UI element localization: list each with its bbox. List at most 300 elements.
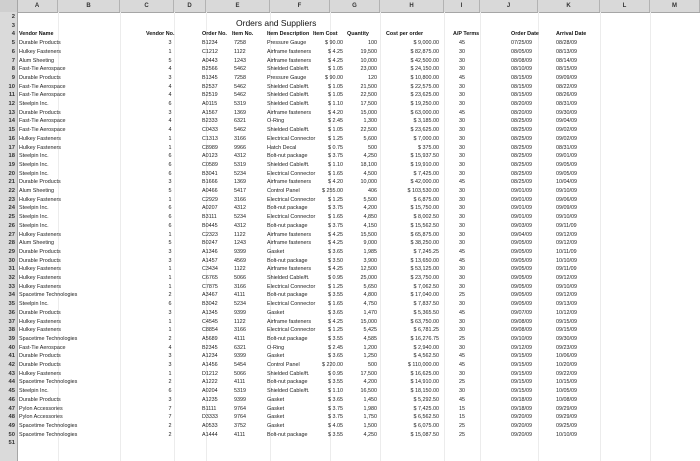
row-header-36[interactable]: 36 (8, 309, 15, 316)
cell-item-description[interactable]: Airframe fasteners (267, 318, 312, 325)
cell-order-date[interactable]: 08/15/09 (511, 74, 532, 81)
cell-vendor-name[interactable]: Hulkey Fasteners (19, 144, 61, 151)
cell-quantity[interactable]: 19,500 (360, 48, 377, 55)
cell-quantity[interactable]: 15,500 (360, 231, 377, 238)
cell-order-no[interactable]: A1345 (202, 309, 218, 316)
cell-arrival-date[interactable]: 09/06/09 (556, 196, 577, 203)
cell-arrival-date[interactable]: 09/13/09 (556, 301, 577, 308)
cell-quantity[interactable]: 4,200 (363, 205, 377, 212)
cell-arrival-date[interactable]: 08/28/09 (556, 40, 577, 47)
cell-item-description[interactable]: Electrical Connector (267, 301, 316, 308)
cell-order-date[interactable]: 08/25/09 (511, 170, 532, 177)
cell-quantity[interactable]: 22,500 (360, 127, 377, 134)
cell-vendor-name[interactable]: Steelpin Inc. (19, 205, 49, 212)
cell-arrival-date[interactable]: 09/12/09 (556, 292, 577, 299)
cell-item-no[interactable]: 4312 (234, 153, 246, 160)
cell-cost-per-order[interactable]: $ 3,185.00 (413, 118, 439, 125)
cell-vendor-name[interactable]: Alum Sheeting (19, 188, 55, 194)
cell-item-cost[interactable]: $ 3.55 (328, 379, 343, 386)
cell-vendor-no[interactable]: 3 (168, 179, 172, 186)
cell-item-cost[interactable]: $ 255.00 (322, 188, 343, 194)
row-header-27[interactable]: 27 (8, 231, 15, 238)
cell-vendor-name[interactable]: Durable Products (19, 40, 61, 47)
cell-quantity[interactable]: 5,600 (363, 135, 377, 142)
row-header-31[interactable]: 31 (8, 266, 15, 273)
cell-item-no[interactable]: 5234 (234, 170, 246, 177)
cell-order-no[interactable]: B2333 (202, 118, 218, 125)
cell-order-date[interactable]: 09/05/09 (511, 275, 532, 281)
cell-cost-per-order[interactable]: $ 7,245.25 (413, 248, 439, 255)
cell-cost-per-order[interactable]: $ 17,040.00 (410, 292, 439, 299)
cell-cost-per-order[interactable]: $ 7,425.00 (413, 170, 439, 177)
row-header-11[interactable]: 11 (8, 92, 15, 99)
cell-order-date[interactable]: 09/05/09 (511, 292, 532, 299)
row-header-47[interactable]: 47 (8, 405, 15, 412)
cell-arrival-date[interactable]: 09/15/09 (556, 327, 577, 334)
cell-vendor-no[interactable]: 4 (168, 344, 172, 351)
cell-ap-terms[interactable]: 30 (459, 370, 465, 377)
cell-arrival-date[interactable]: 09/01/09 (556, 153, 577, 160)
cell-quantity[interactable]: 1,500 (363, 422, 377, 429)
cell-item-description[interactable]: Bolt-nut package (267, 205, 308, 212)
cell-ap-terms[interactable]: 45 (459, 179, 465, 186)
cell-cost-per-order[interactable]: $ 53,125.00 (410, 266, 439, 273)
cell-order-no[interactable]: A0207 (202, 205, 218, 212)
cell-vendor-no[interactable]: 6 (168, 153, 172, 160)
cell-item-cost[interactable]: $ 1.05 (328, 127, 343, 134)
cell-quantity[interactable]: 3,900 (363, 257, 377, 264)
cell-order-date[interactable]: 08/25/09 (511, 144, 532, 151)
cell-cost-per-order[interactable]: $ 7,000.00 (413, 135, 439, 142)
cell-vendor-name[interactable]: Steelpin Inc. (19, 170, 49, 177)
cell-quantity[interactable]: 1,750 (363, 414, 377, 421)
cell-vendor-name[interactable]: Steelpin Inc. (19, 161, 49, 168)
cell-cost-per-order[interactable]: $ 38,250.00 (410, 240, 439, 247)
cell-cost-per-order[interactable]: $ 19,250.00 (410, 101, 439, 107)
cell-order-no[interactable]: A0115 (202, 101, 218, 107)
cell-order-date[interactable]: 08/10/09 (511, 66, 532, 73)
column-header-a[interactable]: A (17, 0, 58, 12)
cell-cost-per-order[interactable]: $ 23,750.00 (410, 275, 439, 281)
cell-order-date[interactable]: 09/03/09 (511, 222, 532, 229)
cell-order-date[interactable]: 09/20/09 (511, 414, 532, 421)
cell-ap-terms[interactable]: 45 (459, 362, 465, 368)
cell-quantity[interactable]: 4,250 (363, 431, 377, 438)
cell-arrival-date[interactable]: 10/05/09 (556, 388, 577, 395)
cell-ap-terms[interactable]: 30 (459, 83, 465, 90)
cell-item-no[interactable]: 9399 (234, 396, 246, 403)
cell-order-no[interactable]: B1345 (202, 74, 218, 81)
cell-cost-per-order[interactable]: $ 7,837.50 (413, 301, 439, 308)
cell-quantity[interactable]: 1,470 (363, 309, 377, 316)
cell-order-no[interactable]: B2345 (202, 344, 218, 351)
cell-item-cost[interactable]: $ 1.65 (328, 214, 343, 221)
cell-order-date[interactable]: 09/05/09 (511, 301, 532, 308)
cell-vendor-no[interactable]: 3 (168, 109, 172, 116)
cell-order-date[interactable]: 09/15/09 (511, 362, 532, 368)
cell-arrival-date[interactable]: 10/10/09 (556, 257, 577, 264)
cell-order-no[interactable]: B3111 (202, 214, 217, 221)
cell-item-description[interactable]: Gasket (267, 396, 285, 403)
cell-item-no[interactable]: 1122 (234, 266, 246, 273)
cell-arrival-date[interactable]: 10/04/09 (556, 179, 577, 186)
cell-item-description[interactable]: Airframe fasteners (267, 231, 312, 238)
cell-quantity[interactable]: 25,000 (360, 275, 377, 281)
cell-order-date[interactable]: 08/25/09 (511, 161, 532, 168)
cell-order-no[interactable]: A3467 (202, 292, 218, 299)
cell-item-cost[interactable]: $ 1.05 (328, 83, 343, 90)
cell-arrival-date[interactable]: 09/15/09 (556, 318, 577, 325)
header-item-desc[interactable]: Item Description (267, 31, 310, 38)
cell-cost-per-order[interactable]: $ 13,650.00 (410, 257, 439, 264)
cell-ap-terms[interactable]: 30 (459, 205, 465, 212)
cell-item-no[interactable]: 9399 (234, 248, 246, 255)
column-header-b[interactable]: B (58, 0, 120, 12)
cell-ap-terms[interactable]: 30 (459, 301, 465, 308)
cell-cost-per-order[interactable]: $ 15,562.50 (410, 222, 439, 229)
row-header-39[interactable]: 39 (8, 335, 15, 342)
cell-cost-per-order[interactable]: $ 15,937.50 (410, 153, 439, 160)
cell-item-cost[interactable]: $ 1.25 (328, 135, 343, 142)
cell-order-date[interactable]: 09/05/09 (511, 248, 532, 255)
cell-item-cost[interactable]: $ 4.05 (328, 422, 343, 429)
cell-quantity[interactable]: 4,800 (363, 292, 377, 299)
cell-quantity[interactable]: 500 (368, 362, 377, 368)
cell-item-no[interactable]: 5462 (234, 92, 246, 99)
cell-arrival-date[interactable]: 10/11/09 (556, 248, 577, 255)
row-header-17[interactable]: 17 (8, 144, 15, 151)
cell-item-no[interactable]: 5454 (234, 362, 246, 368)
cell-order-date[interactable]: 08/20/09 (511, 109, 532, 116)
cell-vendor-no[interactable]: 6 (168, 205, 172, 212)
cell-ap-terms[interactable]: 30 (459, 170, 465, 177)
cell-item-description[interactable]: Gasket (267, 422, 285, 429)
cell-quantity[interactable]: 4,150 (363, 222, 377, 229)
cell-arrival-date[interactable]: 10/12/09 (556, 309, 577, 316)
cell-item-no[interactable]: 1243 (234, 240, 246, 247)
cell-item-description[interactable]: Electrical Connector (267, 170, 316, 177)
row-header-41[interactable]: 41 (8, 353, 15, 360)
cell-item-cost[interactable]: $ 4.25 (328, 240, 343, 247)
cell-arrival-date[interactable]: 09/02/09 (556, 127, 577, 134)
cell-arrival-date[interactable]: 09/25/09 (556, 422, 577, 429)
cell-item-no[interactable]: 4312 (234, 205, 246, 212)
cell-item-cost[interactable]: $ 4.20 (328, 179, 343, 186)
cell-cost-per-order[interactable]: $ 65,875.00 (410, 231, 439, 238)
cell-item-no[interactable]: 1243 (234, 57, 246, 64)
cell-vendor-no[interactable]: 1 (168, 135, 172, 142)
cell-arrival-date[interactable]: 09/11/09 (556, 222, 577, 229)
cell-item-no[interactable]: 6321 (234, 118, 246, 125)
cell-item-no[interactable]: 4111 (234, 335, 246, 342)
cell-vendor-no[interactable]: 1 (168, 48, 172, 55)
cell-item-description[interactable]: Gasket (267, 353, 285, 360)
cell-order-no[interactable]: C2929 (202, 196, 218, 203)
cell-item-no[interactable]: 9764 (234, 414, 246, 421)
cell-ap-terms[interactable]: 30 (459, 118, 465, 125)
cell-item-cost[interactable]: $ 4.25 (328, 231, 343, 238)
cell-ap-terms[interactable]: 30 (459, 144, 465, 151)
cell-vendor-no[interactable]: 4 (168, 83, 172, 90)
cell-order-date[interactable]: 09/08/09 (511, 318, 532, 325)
cell-item-no[interactable]: 3166 (234, 327, 246, 334)
cell-order-date[interactable]: 08/25/09 (511, 179, 532, 186)
cell-vendor-no[interactable]: 3 (168, 248, 172, 255)
cell-ap-terms[interactable]: 30 (459, 57, 465, 64)
cell-order-no[interactable]: B2566 (202, 66, 218, 73)
cell-item-description[interactable]: Shielded Cable/ft. (267, 101, 310, 107)
cell-item-cost[interactable]: $ 3.65 (328, 309, 343, 316)
cell-vendor-name[interactable]: Durable Products (19, 353, 61, 360)
row-header-9[interactable]: 9 (11, 74, 15, 81)
cell-vendor-name[interactable]: Hulkey Fasteners (19, 231, 61, 238)
row-header-2[interactable]: 2 (11, 14, 15, 20)
cell-order-date[interactable]: 09/20/09 (511, 431, 532, 438)
row-header-38[interactable]: 38 (8, 327, 15, 334)
cell-item-cost[interactable]: $ 0.95 (328, 370, 343, 377)
cell-ap-terms[interactable]: 45 (459, 40, 465, 47)
row-header-30[interactable]: 30 (8, 257, 15, 264)
cell-ap-terms[interactable]: 45 (459, 353, 465, 360)
column-header-d[interactable]: D (174, 0, 206, 12)
cell-quantity[interactable]: 1,200 (363, 344, 377, 351)
cell-vendor-no[interactable]: 4 (168, 92, 172, 99)
header-vendor-name[interactable]: Vendor Name (19, 31, 54, 38)
cell-item-cost[interactable]: $ 3.75 (328, 414, 343, 421)
cell-order-no[interactable]: A1457 (202, 257, 218, 264)
cell-order-no[interactable]: C7875 (202, 283, 218, 290)
cell-cost-per-order[interactable]: $ 63,750.00 (410, 318, 439, 325)
row-header-26[interactable]: 26 (8, 222, 15, 229)
column-header-l[interactable]: L (600, 0, 650, 12)
cell-vendor-name[interactable]: Spacetime Technologies (19, 422, 78, 429)
cell-arrival-date[interactable]: 10/15/09 (556, 379, 577, 386)
cell-vendor-name[interactable]: Hulkey Fasteners (19, 283, 61, 290)
cell-order-no[interactable]: A1456 (202, 362, 218, 368)
row-header-43[interactable]: 43 (8, 370, 15, 377)
cell-vendor-name[interactable]: Durable Products (19, 109, 61, 116)
cell-item-cost[interactable]: $ 1.25 (328, 283, 343, 290)
row-header-21[interactable]: 21 (8, 179, 15, 186)
cell-arrival-date[interactable]: 08/13/09 (556, 48, 577, 55)
cell-item-no[interactable]: 9764 (234, 405, 246, 412)
column-header-h[interactable]: H (380, 0, 444, 12)
cell-item-description[interactable]: Shielded Cable/ft. (267, 92, 310, 99)
cell-order-no[interactable]: D1212 (202, 370, 218, 377)
cell-vendor-name[interactable]: Durable Products (19, 309, 61, 316)
row-header-20[interactable]: 20 (8, 170, 15, 177)
cell-item-cost[interactable]: $ 3.55 (328, 292, 343, 299)
cell-item-description[interactable]: O-Ring (267, 344, 285, 351)
cell-arrival-date[interactable]: 10/06/09 (556, 353, 577, 360)
cell-order-date[interactable]: 08/15/09 (511, 83, 532, 90)
cell-order-no[interactable]: C3434 (202, 266, 218, 273)
row-header-40[interactable]: 40 (8, 344, 15, 351)
cell-item-cost[interactable]: $ 3.75 (328, 222, 343, 229)
cell-vendor-name[interactable]: Alum Sheeting (19, 57, 55, 64)
cell-order-no[interactable]: C2323 (202, 231, 218, 238)
cell-vendor-name[interactable]: Fast-Tie Aerospace (19, 118, 66, 125)
cell-vendor-name[interactable]: Steelpin Inc. (19, 301, 49, 308)
cell-quantity[interactable]: 16,500 (360, 388, 377, 395)
cell-cost-per-order[interactable]: $ 42,000.00 (410, 179, 439, 186)
cell-item-no[interactable]: 5462 (234, 127, 246, 134)
cell-order-no[interactable]: A0533 (202, 422, 218, 429)
cell-vendor-name[interactable]: Durable Products (19, 248, 61, 255)
cell-item-description[interactable]: Electrical Connector (267, 283, 316, 290)
column-header-i[interactable]: I (444, 0, 480, 12)
cell-item-cost[interactable]: $ 4.25 (328, 318, 343, 325)
row-header-3[interactable]: 3 (11, 22, 15, 29)
cell-ap-terms[interactable]: 30 (459, 66, 465, 73)
cell-item-no[interactable]: 1122 (234, 231, 246, 238)
cell-quantity[interactable]: 1,985 (363, 248, 377, 255)
cell-ap-terms[interactable]: 25 (459, 422, 465, 429)
header-item-cost[interactable]: Item Cost (313, 31, 338, 38)
cell-quantity[interactable]: 4,750 (363, 301, 377, 308)
cell-item-no[interactable]: 5462 (234, 66, 246, 73)
cell-order-no[interactable]: B1234 (202, 40, 218, 47)
cell-quantity[interactable]: 100 (368, 40, 377, 47)
cell-quantity[interactable]: 23,000 (360, 66, 377, 73)
cell-vendor-name[interactable]: Steelpin Inc. (19, 214, 49, 221)
cell-item-description[interactable]: O-Ring (267, 118, 285, 125)
cell-cost-per-order[interactable]: $ 6,875.00 (413, 196, 439, 203)
cell-vendor-name[interactable]: Spacetime Technologies (19, 379, 78, 386)
cell-order-date[interactable]: 09/10/09 (511, 335, 532, 342)
cell-quantity[interactable]: 4,850 (363, 214, 377, 221)
cell-item-description[interactable]: Airframe fasteners (267, 109, 312, 116)
cell-ap-terms[interactable]: 30 (459, 283, 465, 290)
cell-ap-terms[interactable]: 30 (459, 222, 465, 229)
cell-item-no[interactable]: 9399 (234, 353, 246, 360)
cell-quantity[interactable]: 5,650 (363, 283, 377, 290)
cell-order-no[interactable]: B0247 (202, 240, 218, 247)
cell-vendor-no[interactable]: 6 (168, 301, 172, 308)
cell-vendor-no[interactable]: 1 (168, 318, 172, 325)
cell-item-description[interactable]: Shielded Cable/ft. (267, 370, 310, 377)
cell-quantity[interactable]: 4,200 (363, 379, 377, 386)
cell-arrival-date[interactable]: 10/08/09 (556, 396, 577, 403)
cell-cost-per-order[interactable]: $ 16,276.75 (410, 335, 439, 342)
row-header-51[interactable]: 51 (8, 440, 15, 447)
cell-item-description[interactable]: Airframe fasteners (267, 240, 312, 247)
cell-arrival-date[interactable]: 09/09/09 (556, 74, 577, 81)
cell-vendor-name[interactable]: Hulkey Fasteners (19, 48, 61, 55)
row-header-48[interactable]: 48 (8, 414, 15, 421)
cell-item-no[interactable]: 9966 (234, 144, 246, 151)
header-cost-per-order[interactable]: Cost per order (386, 31, 424, 38)
cell-order-date[interactable]: 08/25/09 (511, 118, 532, 125)
cell-order-date[interactable]: 08/05/09 (511, 48, 532, 55)
cell-vendor-name[interactable]: Durable Products (19, 396, 61, 403)
row-header-12[interactable]: 12 (8, 101, 15, 107)
cell-order-date[interactable]: 09/05/09 (511, 283, 532, 290)
cell-cost-per-order[interactable]: $ 6,075.00 (413, 422, 439, 429)
cell-vendor-name[interactable]: Fast-Tie Aerospace (19, 344, 66, 351)
cell-item-description[interactable]: Airframe fasteners (267, 57, 312, 64)
cell-ap-terms[interactable]: 30 (459, 266, 465, 273)
cell-order-date[interactable]: 09/15/09 (511, 388, 532, 395)
cell-item-description[interactable]: Bolt-nut package (267, 153, 308, 160)
cell-quantity[interactable]: 4,585 (363, 335, 377, 342)
cell-order-date[interactable]: 08/25/09 (511, 127, 532, 134)
cell-arrival-date[interactable]: 09/05/09 (556, 170, 577, 177)
cell-item-no[interactable]: 5417 (234, 188, 246, 194)
cell-arrival-date[interactable]: 09/23/09 (556, 344, 577, 351)
cell-order-date[interactable]: 09/18/09 (511, 396, 532, 403)
cell-vendor-no[interactable]: 3 (168, 40, 172, 47)
cell-vendor-no[interactable]: 6 (168, 214, 172, 221)
cell-order-date[interactable]: 09/08/09 (511, 327, 532, 334)
cell-quantity[interactable]: 15,000 (360, 109, 377, 116)
cell-ap-terms[interactable]: 15 (459, 414, 465, 421)
cell-arrival-date[interactable]: 09/10/09 (556, 214, 577, 221)
cell-arrival-date[interactable]: 09/30/09 (556, 109, 577, 116)
row-header-34[interactable]: 34 (8, 292, 15, 299)
cell-item-cost[interactable]: $ 4.25 (328, 48, 343, 55)
cell-item-no[interactable]: 5234 (234, 214, 246, 221)
cell-cost-per-order[interactable]: $ 8,002.50 (413, 214, 439, 221)
cell-vendor-no[interactable]: 5 (168, 57, 172, 64)
cell-ap-terms[interactable]: 30 (459, 275, 465, 281)
cell-item-description[interactable]: Bolt-nut package (267, 222, 308, 229)
row-header-37[interactable]: 37 (8, 318, 15, 325)
cell-order-date[interactable]: 09/15/09 (511, 379, 532, 386)
cell-ap-terms[interactable]: 25 (459, 292, 465, 299)
cell-vendor-no[interactable]: 3 (168, 362, 172, 368)
cell-cost-per-order[interactable]: $ 7,062.50 (413, 283, 439, 290)
cell-item-cost[interactable]: $ 90.00 (325, 40, 343, 47)
cell-order-date[interactable]: 09/05/09 (511, 240, 532, 247)
cell-order-date[interactable]: 09/07/09 (511, 309, 532, 316)
column-header-g[interactable]: G (330, 0, 380, 12)
cell-quantity[interactable]: 17,500 (360, 370, 377, 377)
cell-item-cost[interactable]: $ 1.05 (328, 92, 343, 99)
cell-item-cost[interactable]: $ 1.10 (328, 101, 343, 107)
cell-item-description[interactable]: Control Panel (267, 362, 300, 368)
cell-order-date[interactable]: 09/01/09 (511, 214, 532, 221)
cell-vendor-no[interactable]: 1 (168, 370, 172, 377)
cell-cost-per-order[interactable]: $ 22,575.00 (410, 83, 439, 90)
cell-quantity[interactable]: 500 (368, 144, 377, 151)
row-header-25[interactable]: 25 (8, 214, 15, 221)
cell-vendor-no[interactable]: 1 (168, 231, 172, 238)
cell-arrival-date[interactable]: 08/31/09 (556, 101, 577, 107)
cell-vendor-name[interactable]: Pylon Accessories (19, 405, 63, 412)
cell-ap-terms[interactable]: 30 (459, 214, 465, 221)
cell-ap-terms[interactable]: 25 (459, 335, 465, 342)
cell-order-date[interactable]: 09/15/09 (511, 370, 532, 377)
cell-item-cost[interactable]: $ 3.65 (328, 396, 343, 403)
cell-item-description[interactable]: Shielded Cable/ft. (267, 66, 310, 73)
cell-ap-terms[interactable]: 30 (459, 231, 465, 238)
cell-order-no[interactable]: C1212 (202, 48, 218, 55)
cell-item-no[interactable]: 5319 (234, 388, 246, 395)
cell-vendor-no[interactable]: 1 (168, 196, 172, 203)
cell-order-no[interactable]: A1222 (202, 379, 218, 386)
cell-ap-terms[interactable]: 30 (459, 161, 465, 168)
cell-arrival-date[interactable]: 09/29/09 (556, 405, 577, 412)
row-header-6[interactable]: 6 (11, 48, 15, 55)
cell-item-no[interactable]: 5234 (234, 301, 246, 308)
cell-item-cost[interactable]: $ 3.55 (328, 335, 343, 342)
cell-ap-terms[interactable]: 30 (459, 101, 465, 107)
cell-item-description[interactable]: Electrical Connector (267, 327, 316, 334)
cell-cost-per-order[interactable]: $ 110,000.00 (407, 362, 439, 368)
cell-ap-terms[interactable]: 30 (459, 318, 465, 325)
cell-order-date[interactable]: 08/25/09 (511, 135, 532, 142)
